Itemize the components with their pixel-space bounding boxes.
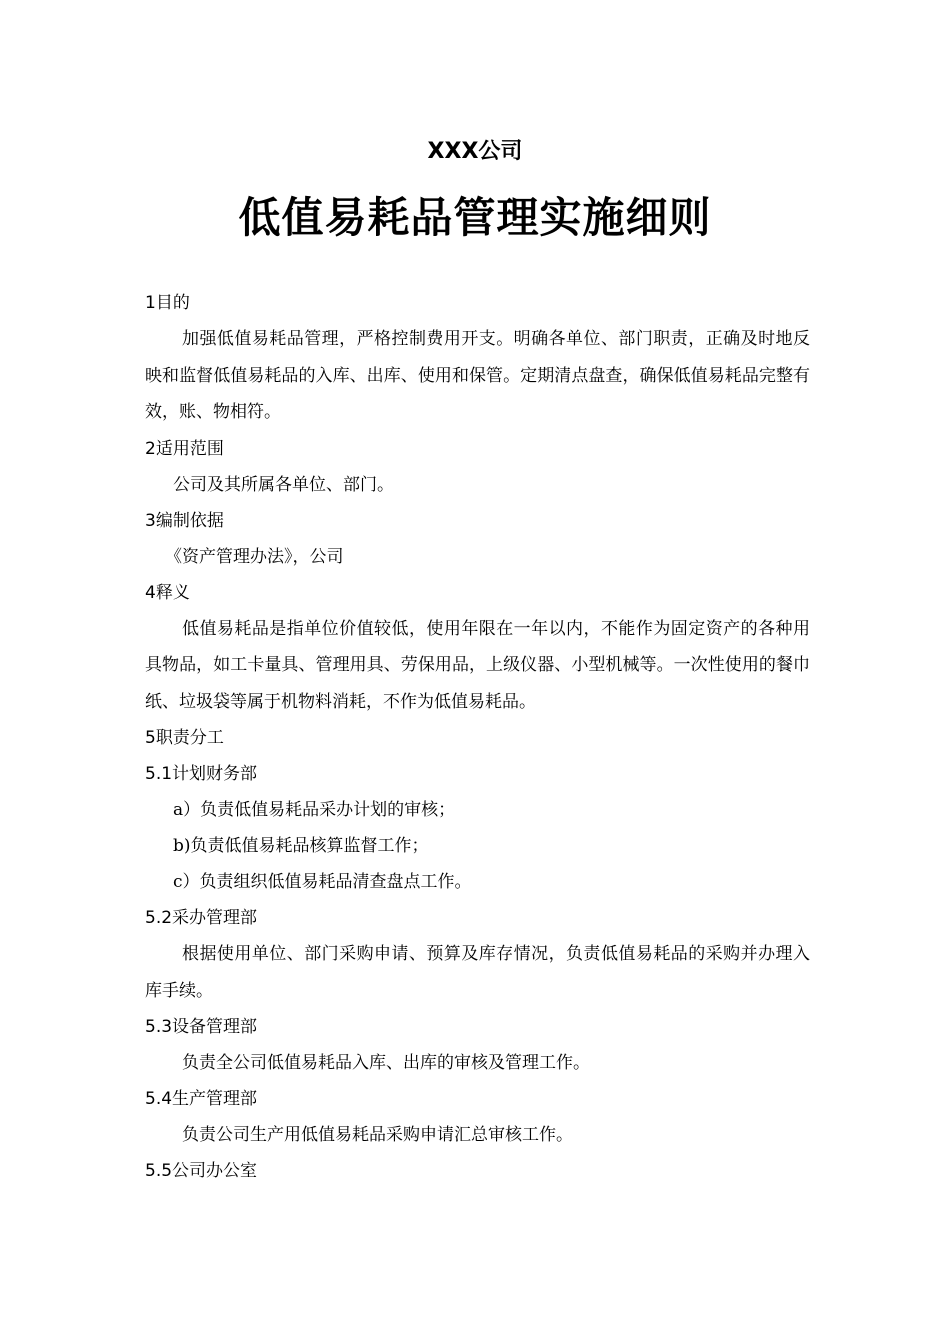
section-body-basis: 《资产管理办法》，公司 [165,546,344,567]
subsection-heading-procurement: 5.2采办管理部 [145,908,258,928]
section-body-definition: 低值易耗品是指单位价值较低，使用年限在一年以内，不能作为固定资产的各种用具物品，如工卡量具、管理用具、劳保用品，上级仪器、小型机械等。一次性使用的餐巾纸、垃圾袋等属于机物料消耗，不作为低值易耗品。 [145,618,810,712]
section-heading-scope: 2适用范围 [145,438,224,459]
subsection-heading-office: 5.5公司办公室 [145,1161,258,1181]
section-heading-basis: 3编制依据 [145,510,224,531]
section-body-purpose: 加强低值易耗品管理，严格控制费用开支。明确各单位、部门职责，正确及时地反映和监督低值易耗品的入库、出库、使用和保管。定期清点盘查，确保低值易耗品完整有效，账、物相符。 [145,329,810,422]
section-heading-definition: 4释义 [145,582,190,603]
list-item: c）负责组织低值易耗品清查盘点工作。 [173,872,472,892]
subsection-heading-equipment: 5.3设备管理部 [145,1017,258,1037]
list-item: b)负责低值易耗品核算监督工作； [173,836,429,856]
subsection-body-equipment: 负责全公司低值易耗品入库、出库的审核及管理工作。 [182,1053,590,1073]
subsection-body-procurement: 根据使用单位、部门采购申请、预算及库存情况，负责低值易耗品的采购并办理入库手续。 [145,944,810,1001]
subsection-body-production: 负责公司生产用低值易耗品采购申请汇总审核工作。 [182,1125,573,1145]
company-name: XXX公司 [427,139,523,164]
document-title: 低值易耗品管理实施细则 [238,193,712,242]
section-heading-responsibilities: 5职责分工 [145,728,224,748]
list-item: a）负责低值易耗品采办计划的审核； [173,800,456,820]
document-body [145,285,810,1189]
subsection-heading-production: 5.4生产管理部 [145,1089,258,1109]
section-body-scope: 公司及其所属各单位、部门。 [173,474,394,495]
section-heading-purpose: 1目的 [145,293,190,313]
subsection-heading-finance: 5.1计划财务部 [145,764,258,784]
